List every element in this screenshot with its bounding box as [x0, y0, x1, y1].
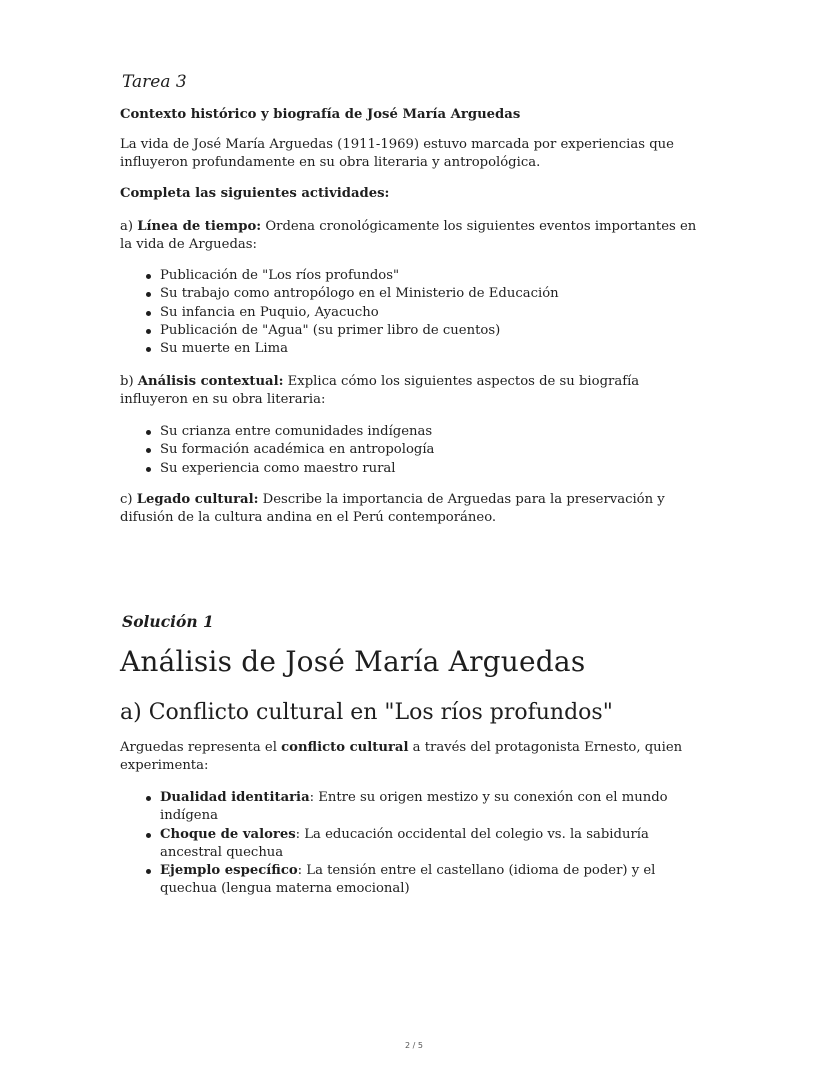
item-heading: Dualidad identitaria [160, 790, 310, 805]
activity-a [120, 218, 710, 254]
activity-b-heading: Análisis contextual: [137, 374, 284, 389]
list-item [160, 826, 710, 863]
item-heading: Choque de valores [160, 826, 296, 842]
activity-c-heading: Legado cultural: [136, 492, 259, 507]
solution-subtitle: a) Conflicto cultural en "Los ríos profundos" [120, 700, 613, 725]
solution-label: Solución 1 [122, 612, 214, 631]
activity-c-prefix: c) [120, 492, 137, 507]
activity-b [120, 373, 710, 409]
solution-title: Análisis de José María Arguedas [120, 645, 586, 678]
activity-c-text: Describe la importancia de Arguedas para la preservación y difusión de la cultura andina en el Perú contemporáneo. [120, 492, 665, 525]
list-item: Su muerte en Lima [160, 340, 710, 358]
timeline-list [120, 267, 710, 358]
list-item: Su crianza entre comunidades indígenas [160, 423, 710, 441]
solution-intro-pre: Arguedas representa el [120, 740, 282, 755]
task-intro: La vida de José María Arguedas (1911-1969) estuvo marcada por experiencias que influyeron profundamente en su obra literaria y antropológica. [120, 137, 674, 170]
list-item: Publicación de "Los ríos profundos" [160, 267, 710, 285]
instructions-text: Completa las siguientes actividades: [120, 186, 390, 201]
list-item: Su infancia en Puquio, Ayacucho [160, 304, 710, 322]
activity-a-prefix: a) [120, 219, 138, 234]
activity-b-prefix: b) [120, 374, 138, 389]
item-text: : Entre su origen mestizo y su conexión con el mundo indígena [160, 790, 668, 824]
solution-intro-bold: conflicto cultural [281, 740, 409, 755]
item-text: : La tensión entre el castellano (idioma de poder) y el quechua (lengua materna emocional) [160, 863, 656, 897]
solution-list [120, 789, 710, 899]
solution-intro-post: a través del protagonista Ernesto, quien experimenta: [120, 740, 683, 773]
activity-b-text: Explica cómo los siguientes aspectos de su biografía influyeron en su obra literaria: [120, 374, 640, 407]
activity-c [120, 491, 710, 527]
activity-a-heading: Línea de tiempo: [137, 219, 262, 234]
list-item: Su formación académica en antropología [160, 441, 710, 459]
list-item [160, 789, 710, 826]
task-title: Contexto histórico y biografía de José María Arguedas [120, 107, 521, 122]
list-item: Su trabajo como antropólogo en el Ministerio de Educación [160, 285, 710, 303]
list-item: Su experiencia como maestro rural [160, 460, 710, 478]
context-list [120, 423, 710, 478]
item-heading: Ejemplo específico [160, 863, 298, 879]
list-item [160, 862, 710, 899]
task-label: Tarea 3 [122, 72, 187, 92]
solution-intro [120, 739, 710, 775]
task-instructions [120, 185, 710, 203]
list-item: Publicación de "Agua" (su primer libro de cuentos) [160, 322, 710, 340]
activity-a-text: Ordena cronológicamente los siguientes eventos importantes en la vida de Arguedas: [120, 219, 697, 252]
page-number: 2 / 5 [405, 1041, 423, 1050]
item-text: : La educación occidental del colegio vs. la sabiduría ancestral quechua [160, 826, 649, 860]
